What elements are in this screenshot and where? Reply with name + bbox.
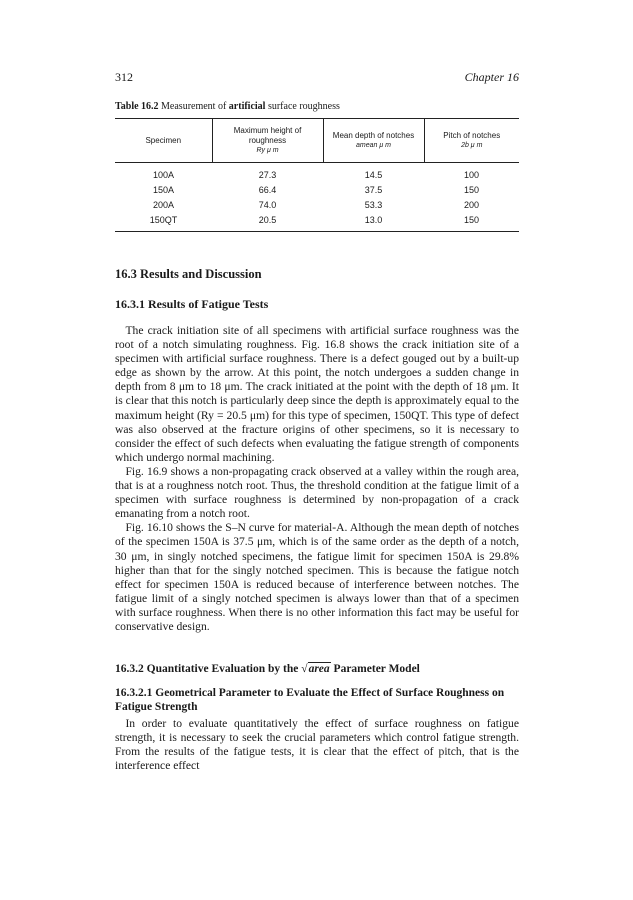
body-text-geometrical: [115, 717, 519, 773]
section-heading-16-3-1: 16.3.1 Results of Fatigue Tests: [115, 297, 269, 311]
paragraph: Fig. 16.10 shows the S–N curve for material-A. Although the mean depth of notches of the specimen 150A is 37.5 μm, which is of the same order as the depth of a notch, 30 μm, in singly notched specimens, the fatigue limit for specimen 150A is 29.8% higher than that for the singly notched specimen. This is because the fatigue notch effect for specimen 150A is reduced because of interference between notches. The fatigue limit of a singly notched specimen is always lower than that of a specimen with surface roughness. When there is no other information this fact may be useful for conservative design.: [115, 521, 519, 633]
table-cell: 150A: [152, 184, 175, 195]
page-number: 312: [115, 70, 133, 84]
table-cell: 66.4: [258, 184, 277, 195]
table-cell: 200A: [152, 199, 175, 210]
table-cell: 27.3: [258, 169, 277, 180]
roughness-table: [115, 118, 519, 232]
table-cell: 150QT: [149, 214, 178, 225]
table-cell: 74.0: [258, 199, 277, 210]
table-cell: 200: [463, 199, 480, 210]
table-caption: [115, 101, 340, 112]
table-header-row: [115, 119, 519, 163]
table-row: [115, 163, 519, 183]
caption-prefix: Measurement of: [161, 101, 229, 112]
paragraph: In order to evaluate quantitatively the effect of surface roughness on fatigue strength, it is necessary to seek the crucial parameters which control fatigue strength. From the results of the fatigue tests, it is clear that the effect of pitch, that is the interference effect: [115, 717, 519, 773]
caption-bold: artificial: [228, 101, 266, 112]
header-mean-depth: Mean depth of notches amean μ m: [323, 119, 424, 163]
table-cell: 150: [463, 184, 480, 195]
header-specimen: Specimen: [145, 135, 182, 145]
section-heading-16-3-2: 16.3.2 Quantitative Evaluation by the √area Parameter Model: [115, 663, 420, 675]
section-heading-16-3-2-1: 16.3.2.1 Geometrical Parameter to Evaluate the Effect of Surface Roughness on Fatigue Strength: [115, 687, 505, 713]
running-head: [115, 70, 519, 85]
table-cell: 20.5: [258, 214, 277, 225]
sqrt-area-symbol: area: [308, 663, 330, 675]
table-cell: 100: [463, 169, 480, 180]
table-row: [115, 182, 519, 197]
section-heading-16-3: 16.3 Results and Discussion: [115, 267, 262, 281]
table-cell: 53.3: [364, 199, 383, 210]
table-cell: 150: [463, 214, 480, 225]
chapter-title: Chapter 16: [464, 70, 519, 84]
table-row: [115, 197, 519, 212]
table-number: Table 16.2: [115, 101, 159, 112]
table-cell: 37.5: [364, 184, 383, 195]
caption-suffix: surface roughness: [265, 101, 340, 112]
paragraph: The crack initiation site of all specimens with artificial surface roughness was the root of a notch simulating roughness. Fig. 16.8 shows the crack initiation site of a specimen with artificial surface roughness. There is a defect gouged out by a built-up edge as shown by the arrow. At this point, the notch undergoes a sudden change in depth from 8 μm to 18 μm. The crack initiated at the point with the depth of 18 μm. It is clear that this notch is particularly deep since the depth is approximately equal to the maximum height (Ry = 20.5 μm) for this type of specimen, 150QT. This type of defect was also observed at the fracture origins of other specimens, so it is necessary to consider the effect of such defects when evaluating the fatigue strength of components which undergo normal machining.: [115, 324, 519, 464]
table-cell: 14.5: [364, 169, 383, 180]
header-max-height: Maximum height of roughness Ry μ m: [212, 119, 323, 163]
table-row: [115, 212, 519, 232]
paragraph: Fig. 16.9 shows a non-propagating crack observed at a valley within the rough area, that is at a roughness notch root. Thus, the threshold condition at the fatigue limit of a specimen with surface roughness is determined by non-propagation of a crack emanating from a notch root.: [115, 464, 519, 521]
header-pitch: Pitch of notches 2b μ m: [424, 119, 519, 163]
body-text-results: [115, 324, 519, 634]
table-cell: 100A: [152, 169, 175, 180]
table-cell: 13.0: [364, 214, 383, 225]
